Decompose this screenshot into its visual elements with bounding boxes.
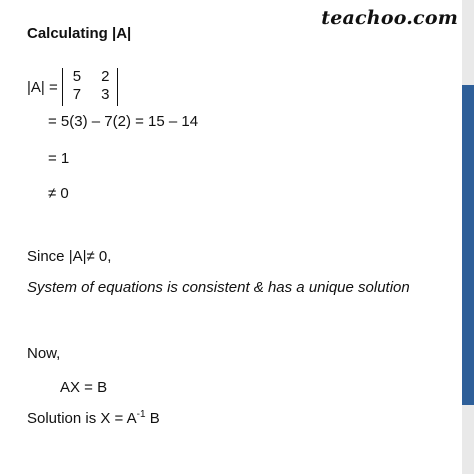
solution-prefix: Solution is X = A xyxy=(27,410,137,427)
solution-suffix: B xyxy=(145,410,160,427)
matrix-cell: 2 xyxy=(101,68,110,85)
determinant-label: |A| = xyxy=(27,78,58,96)
determinant-matrix xyxy=(62,68,119,106)
matrix-row xyxy=(71,68,110,86)
determinant-expression xyxy=(27,67,118,107)
brand-logo: teachoo.com xyxy=(321,7,458,29)
matrix-row xyxy=(71,86,110,104)
matrix-cell: 7 xyxy=(72,86,82,103)
section-heading: Calculating |A| xyxy=(27,25,132,42)
inverse-superscript: -1 xyxy=(136,409,146,420)
side-accent-bar xyxy=(462,85,474,405)
calculation-step: ≠ 0 xyxy=(48,185,69,202)
since-statement: Since |A|≠ 0, xyxy=(27,248,112,265)
calculation-step: = 1 xyxy=(48,150,70,167)
conclusion-statement: System of equations is consistent & has a unique solution xyxy=(27,279,410,296)
matrix-equation: AX = B xyxy=(60,379,108,396)
solution-statement xyxy=(27,410,160,428)
matrix-cell: 5 xyxy=(72,68,82,85)
now-label: Now, xyxy=(27,345,61,362)
calculation-step: = 5(3) – 7(2) = 15 – 14 xyxy=(48,113,199,130)
matrix-cell: 3 xyxy=(101,86,110,103)
